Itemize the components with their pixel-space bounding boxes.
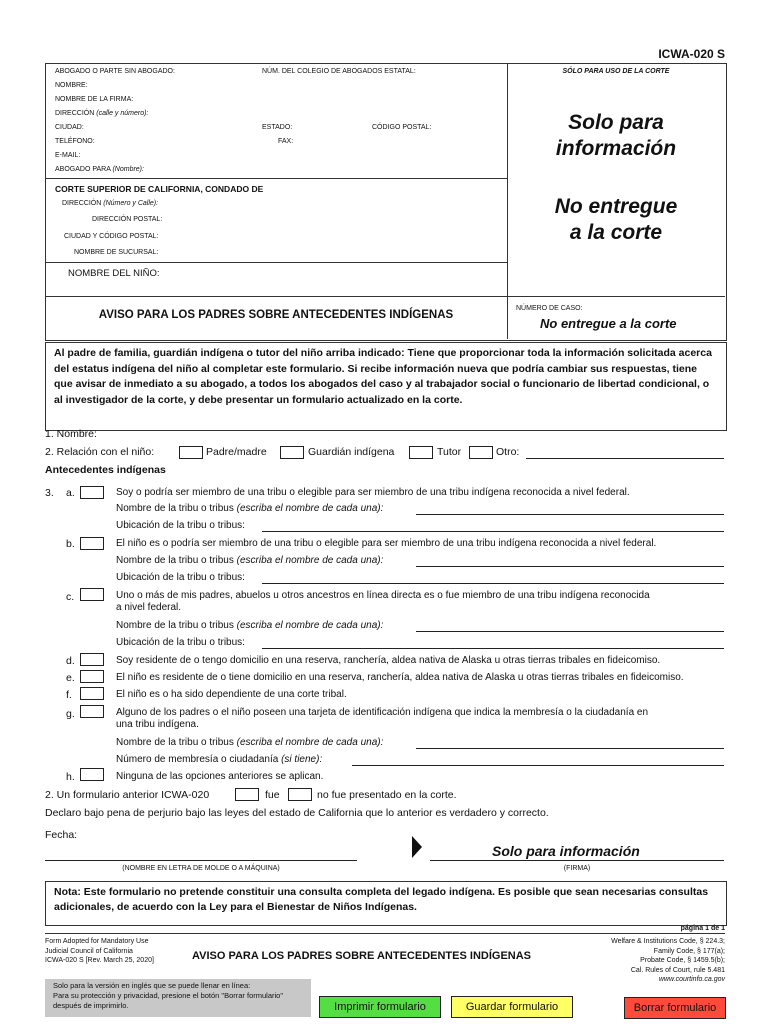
tribe-name-hint: (escriba el nombre de cada una):	[236, 503, 384, 514]
item-a-text: Soy o podría ser miembro de una tribu o elegible para ser miembro de una tribu indígena reconocida a nivel federal.	[116, 487, 630, 498]
city-label: CIUDAD:	[55, 124, 84, 131]
court-city-zip-label: CIUDAD Y CÓDIGO POSTAL:	[64, 233, 159, 240]
address-hint: (calle y número):	[96, 110, 149, 117]
item-g-text-line2: una tribu indígena.	[116, 719, 199, 730]
item-h-text: Ninguna de las opciones anteriores se aplican.	[116, 771, 324, 782]
cite-1: Welfare & Institutions Code, § 224.3;	[611, 938, 725, 945]
item-a-letter: a.	[66, 487, 75, 499]
prior-form-filed-checkbox[interactable]	[235, 788, 259, 801]
state-label: ESTADO:	[262, 124, 293, 131]
signature-value: Solo para información	[492, 843, 640, 859]
item-c-tribe-location-input[interactable]	[262, 648, 724, 649]
item-c-letter: c.	[66, 591, 75, 603]
case-number-label: NÚMERO DE CASO:	[516, 305, 583, 312]
relation-parent-checkbox[interactable]	[179, 446, 203, 459]
relation-other-checkbox[interactable]	[469, 446, 493, 459]
declaration: Declaro bajo pena de perjurio bajo las leyes del estado de California que lo anterior es verdadero y correcto.	[45, 807, 549, 819]
membership-hint: (si tiene):	[281, 754, 323, 765]
tribe-location-label: Ubicación de la tribu o tribus:	[116, 572, 245, 583]
court-address-hint: (Número y Calle):	[103, 200, 159, 207]
attorney-label: ABOGADO O PARTE SIN ABOGADO:	[55, 68, 175, 75]
cite-2: Family Code, § 177(a);	[653, 947, 725, 955]
court-use-label: SÓLO PARA USO DE LA CORTE	[562, 68, 670, 75]
tribe-location-label: Ubicación de la tribu o tribus:	[116, 637, 245, 648]
note: Nota: Este formulario no pretende constituir una consulta completa del legado indígena. Es posible que sean necesarias consultas adicionales, de acuerdo con la Ley para el Bienestar de Niños Indígenas.	[45, 881, 727, 926]
relation-guardian-label: Tutor	[437, 446, 462, 458]
item-c-text-line2: a nivel federal.	[116, 602, 182, 613]
item-f-letter: f.	[66, 689, 72, 701]
prior-form-filed-label: fue	[265, 789, 280, 801]
item-d-text: Soy residente de o tengo domicilio en una reserva, ranchería, aldea nativa de Alaska u otras tierras tribales en fideicomiso.	[116, 655, 661, 666]
item-h-checkbox[interactable]	[80, 768, 104, 781]
signature-label: (FIRMA)	[563, 865, 591, 872]
footer-title: AVISO PARA LOS PADRES SOBRE ANTECEDENTES INDÍGENAS	[192, 950, 532, 962]
fill-note-line3: después de imprimirlo.	[53, 1001, 129, 1010]
prior-form-not-filed-checkbox[interactable]	[288, 788, 312, 801]
fax-label: FAX:	[278, 138, 294, 145]
divider	[45, 262, 507, 263]
fill-note-line1: Solo para la versión en inglés que se puede llenar en línea:	[53, 981, 251, 990]
attorney-for-label: ABOGADO PARA	[55, 166, 111, 173]
item-e-text: El niño es residente de o tiene domicilio en una reserva, ranchería, aldea nativa de Alaska u otras tierras tribales en fideicomiso.	[116, 672, 684, 683]
adopted-line2: Judicial Council of California	[45, 947, 133, 955]
form-title: AVISO PARA LOS PADRES SOBRE ANTECEDENTES INDÍGENAS	[98, 309, 454, 321]
item-b-tribe-name-input[interactable]	[416, 566, 724, 567]
q2-relation-label: 2. Relación con el niño:	[45, 446, 155, 458]
print-name-label: (NOMBRE EN LETRA DE MOLDE O A MÁQUINA)	[122, 865, 280, 872]
child-name-label: NOMBRE DEL NIÑO:	[68, 268, 160, 279]
email-label: E-MAIL:	[55, 152, 81, 159]
prior-form-not-filed-label: no fue presentado en la corte.	[317, 789, 457, 801]
instructions: Al padre de familia, guardián indígena o tutor del niño arriba indicado: Tiene que proporcionar toda la información solicitada acerca del estatus indígena del niño al completar este formulario. Si recibe información nueva que podría cambiar sus respuestas, tiene que avisar de inmediato a su abogado, a todos los abogados del caso y al trabajador social o funcionario de libertad condicional, o al investigador de la corte, y debe presentar un formulario actualizado en la corte.	[45, 342, 727, 431]
membership-label: Número de membresía o ciudadanía	[116, 754, 279, 765]
print-name-input[interactable]	[45, 860, 357, 861]
case-number-value: No entregue a la corte	[540, 316, 677, 331]
divider	[45, 296, 725, 297]
court-title: CORTE SUPERIOR DE CALIFORNIA, CONDADO DE	[55, 184, 264, 194]
item-c-tribe-name-input[interactable]	[416, 631, 724, 632]
item-b-text: El niño es o podría ser miembro de una tribu o elegible para ser miembro de una tribu indígena reconocida a nivel federal.	[116, 538, 657, 549]
page-number: página 1 de 1	[680, 925, 725, 932]
name-label: NOMBRE:	[55, 82, 88, 89]
relation-indian-custodian-checkbox[interactable]	[280, 446, 304, 459]
q3-number: 3.	[45, 487, 54, 499]
bar-label: NÚM. DEL COLEGIO DE ABOGADOS ESTATAL:	[262, 68, 416, 75]
relation-other-input[interactable]	[526, 458, 724, 459]
tribe-name-label: Nombre de la tribu o tribus	[116, 620, 234, 631]
no-deliver-line1: No entregue	[554, 195, 678, 218]
relation-guardian-checkbox[interactable]	[409, 446, 433, 459]
zip-label: CÓDIGO POSTAL:	[372, 124, 432, 131]
attorney-for-hint: (Nombre):	[112, 166, 144, 173]
relation-parent-label: Padre/madre	[206, 446, 267, 458]
item-e-letter: e.	[66, 672, 75, 684]
tribe-name-hint: (escriba el nombre de cada una):	[236, 555, 384, 566]
item-g-letter: g.	[66, 708, 75, 720]
fill-online-note	[45, 979, 311, 1017]
item-e-checkbox[interactable]	[80, 670, 104, 683]
info-only-line1: Solo para	[568, 111, 664, 134]
relation-indian-custodian-label: Guardián indígena	[308, 446, 395, 458]
item-b-tribe-location-input[interactable]	[262, 583, 724, 584]
item-d-letter: d.	[66, 655, 75, 667]
tribe-name-label: Nombre de la tribu o tribus	[116, 737, 234, 748]
adopted-line1: Form Adopted for Mandatory Use	[45, 938, 149, 945]
item-h-letter: h.	[66, 771, 75, 783]
item-d-checkbox[interactable]	[80, 653, 104, 666]
item-f-text: El niño es o ha sido dependiente de una corte tribal.	[116, 689, 347, 700]
tribe-name-label: Nombre de la tribu o tribus	[116, 503, 234, 514]
item-c-checkbox[interactable]	[80, 588, 104, 601]
info-only-line2: información	[555, 137, 677, 160]
item-c-text-line1: Uno o más de mis padres, abuelos u otros ancestros en línea directa es o fue miembro de una tribu indígena reconocida	[116, 590, 650, 601]
item-f-checkbox[interactable]	[80, 687, 104, 700]
item-b-letter: b.	[66, 538, 75, 550]
date-label: Fecha:	[45, 829, 78, 841]
tribe-location-label: Ubicación de la tribu o tribus:	[116, 520, 245, 531]
tribe-name-hint: (escriba el nombre de cada una):	[236, 620, 384, 631]
court-address-label: DIRECCIÓN	[62, 200, 102, 207]
item-g-checkbox[interactable]	[80, 705, 104, 718]
item-b-checkbox[interactable]	[80, 537, 104, 550]
item-g-text-line1: Alguno de los padres o el niño poseen una tarjeta de identificación indígena que indica la membresía o la ciudadanía en	[116, 707, 649, 718]
save-form-button[interactable]: Guardar formulario	[451, 996, 573, 1018]
cite-3: Probate Code, § 1459.5(b);	[640, 957, 725, 964]
item-a-tribe-location-input[interactable]	[262, 531, 724, 532]
signature-line[interactable]	[430, 860, 724, 861]
heritage-heading: Antecedentes indígenas	[45, 464, 166, 476]
address-label: DIRECCIÓN	[55, 110, 95, 117]
adopted-line3: ICWA-020 S [Rev. March 25, 2020]	[45, 957, 154, 964]
item-a-tribe-name-input[interactable]	[416, 514, 724, 515]
court-mailing-label: DIRECCIÓN POSTAL:	[92, 216, 163, 223]
cite-5: www.courtinfo.ca.gov	[658, 976, 725, 983]
q1-name-label: 1. Nombre:	[45, 428, 97, 440]
fill-note-line2: Para su protección y privacidad, presione el botón "Borrar formulario"	[53, 991, 284, 1000]
item-g-tribe-name-input[interactable]	[416, 748, 724, 749]
relation-other-label: Otro:	[496, 446, 520, 458]
tribe-name-label: Nombre de la tribu o tribus	[116, 555, 234, 566]
item-g-membership-input[interactable]	[352, 765, 724, 766]
q4-label: 2. Un formulario anterior ICWA-020	[45, 789, 210, 801]
signature-arrow-icon	[412, 836, 424, 858]
form-id: ICWA-020 S	[658, 47, 725, 61]
court-branch-label: NOMBRE DE SUCURSAL:	[74, 249, 159, 256]
tribe-name-hint: (escriba el nombre de cada una):	[236, 737, 384, 748]
print-form-button[interactable]: Imprimir formulario	[319, 996, 441, 1018]
cite-4: Cal. Rules of Court, rule 5.481	[630, 966, 725, 974]
firm-label: NOMBRE DE LA FIRMA:	[55, 96, 134, 103]
phone-label: TELÉFONO:	[55, 138, 95, 145]
divider	[45, 178, 507, 179]
clear-form-button[interactable]: Borrar formulario	[624, 997, 726, 1019]
item-a-checkbox[interactable]	[80, 486, 104, 499]
footer-divider	[45, 933, 725, 934]
no-deliver-line2: a la corte	[569, 221, 663, 244]
